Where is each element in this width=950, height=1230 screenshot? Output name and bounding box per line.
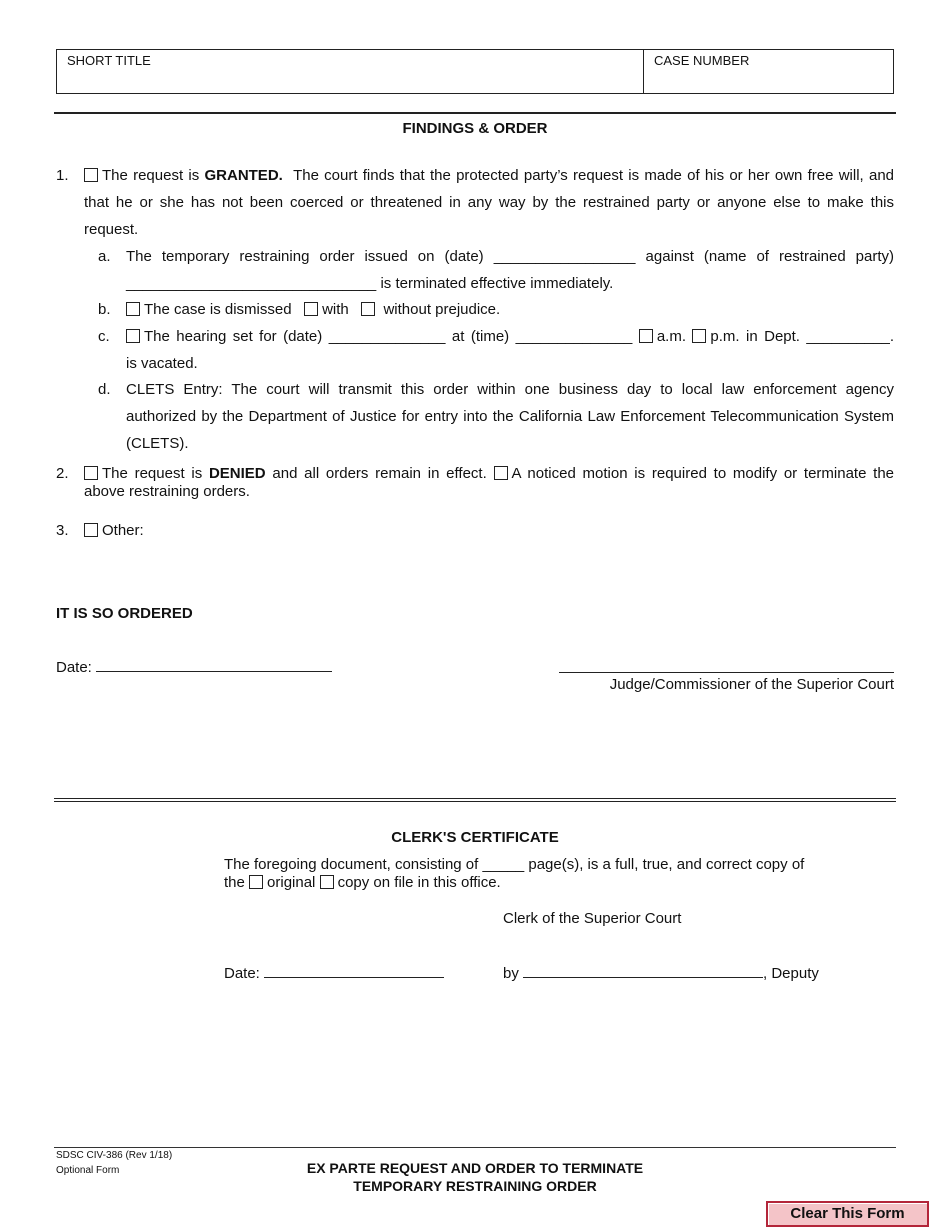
with-prejudice-checkbox[interactable] <box>304 302 318 316</box>
item-1b-label: b. <box>98 301 111 318</box>
item-1d-line-1: CLETS Entry: The court will transmit this order within one business day to local law enforcement agency <box>126 381 894 398</box>
tro-date-blank[interactable]: _________________ <box>493 248 636 265</box>
item-1-number: 1. <box>56 167 69 184</box>
order-date-row: Date: <box>56 657 332 676</box>
double-rule-top <box>54 798 896 799</box>
item-1a-line-1: The temporary restraining order issued on (date) _________________ against (name of restrained party) <box>126 248 895 265</box>
item-3-number: 3. <box>56 522 69 539</box>
item-1d-line-3: (CLETS). <box>126 435 189 452</box>
item-1d-line-2: authorized by the Department of Justice for entry into the California Law Enforcement Telecommunication System <box>126 408 894 425</box>
findings-title: FINDINGS & ORDER <box>402 120 548 137</box>
clerk-date-line[interactable] <box>264 963 444 978</box>
order-date-line[interactable] <box>96 657 332 672</box>
clerk-by-row: by , Deputy <box>503 965 819 982</box>
clerk-of-court-label: Clerk of the Superior Court <box>503 910 682 927</box>
item-1-line-3: request. <box>84 221 139 238</box>
other-checkbox[interactable] <box>84 523 98 537</box>
dismissed-checkbox[interactable] <box>126 302 140 316</box>
case-number-label: CASE NUMBER <box>654 53 750 68</box>
optional-form: Optional Form <box>56 1165 120 1176</box>
form-title-line-1: EX PARTE REQUEST AND ORDER TO TERMINATE <box>306 1160 644 1176</box>
am-checkbox[interactable] <box>639 329 653 343</box>
item-3-line: Other: <box>84 522 144 539</box>
hearing-vacated-checkbox[interactable] <box>126 329 140 343</box>
clerk-line-2: the original copy on file in this office. <box>224 874 501 891</box>
hearing-time-blank[interactable]: ______________ <box>515 328 633 345</box>
item-2-number: 2. <box>56 465 69 482</box>
clerk-line-1: The foregoing document, consisting of _____ page(s), is a full, true, and correct copy of <box>224 856 805 873</box>
restrained-party-blank[interactable]: ______________________________ <box>126 275 377 292</box>
deputy-signature-line[interactable] <box>523 963 763 978</box>
denied-text: DENIED <box>208 465 266 482</box>
dept-blank[interactable]: __________. <box>806 328 894 345</box>
hearing-date-blank[interactable]: ______________ <box>328 328 446 345</box>
item-1-line-1: The request is GRANTED. The court finds that the protected party’s request is made of his or her own free will, and <box>84 167 894 184</box>
granted-checkbox[interactable] <box>84 168 98 182</box>
clerk-title: CLERK'S CERTIFICATE <box>391 829 559 846</box>
judge-label: Judge/Commissioner of the Superior Court <box>609 676 894 693</box>
divider <box>54 112 896 114</box>
form-id: SDSC CIV-386 (Rev 1/18) <box>56 1150 173 1161</box>
double-rule-bottom <box>54 801 896 802</box>
item-1-line-2: that he or she has not been coerced or threatened in any way by the restrained party or anyone else to make this <box>84 194 894 211</box>
item-1a-line-2: ______________________________ is terminated effective immediately. <box>126 275 614 292</box>
form-title-line-2: TEMPORARY RESTRAINING ORDER <box>353 1178 597 1194</box>
caption-box <box>56 49 894 94</box>
pm-checkbox[interactable] <box>692 329 706 343</box>
copy-checkbox[interactable] <box>320 875 334 889</box>
item-1a-label: a. <box>98 248 111 265</box>
short-title-label: SHORT TITLE <box>67 53 151 68</box>
item-1c-label: c. <box>98 328 110 345</box>
without-prejudice-checkbox[interactable] <box>361 302 375 316</box>
clear-form-button[interactable]: Clear This Form <box>766 1201 929 1227</box>
item-2-line-1: The request is DENIED and all orders remain in effect. A noticed motion is required to modify or terminate the <box>84 465 894 482</box>
footer-rule <box>54 1147 896 1148</box>
judge-signature-line[interactable] <box>559 672 894 673</box>
item-1d-label: d. <box>98 381 111 398</box>
item-1c-line-2: is vacated. <box>126 355 198 372</box>
case-number-field[interactable] <box>644 50 893 93</box>
so-ordered: IT IS SO ORDERED <box>56 605 193 622</box>
granted-text: GRANTED. <box>204 167 283 184</box>
original-checkbox[interactable] <box>249 875 263 889</box>
item-1c-line-1: The hearing set for (date) ______________ at (time) ______________ a.m. p.m. in Dept. __________. <box>126 328 894 345</box>
item-1b-line: The case is dismissed with without prejudice. <box>126 301 500 318</box>
noticed-motion-checkbox[interactable] <box>494 466 508 480</box>
clerk-date-row: Date: <box>224 963 444 982</box>
short-title-field[interactable] <box>57 50 644 93</box>
denied-checkbox[interactable] <box>84 466 98 480</box>
item-2-line-2: above restraining orders. <box>84 483 250 500</box>
